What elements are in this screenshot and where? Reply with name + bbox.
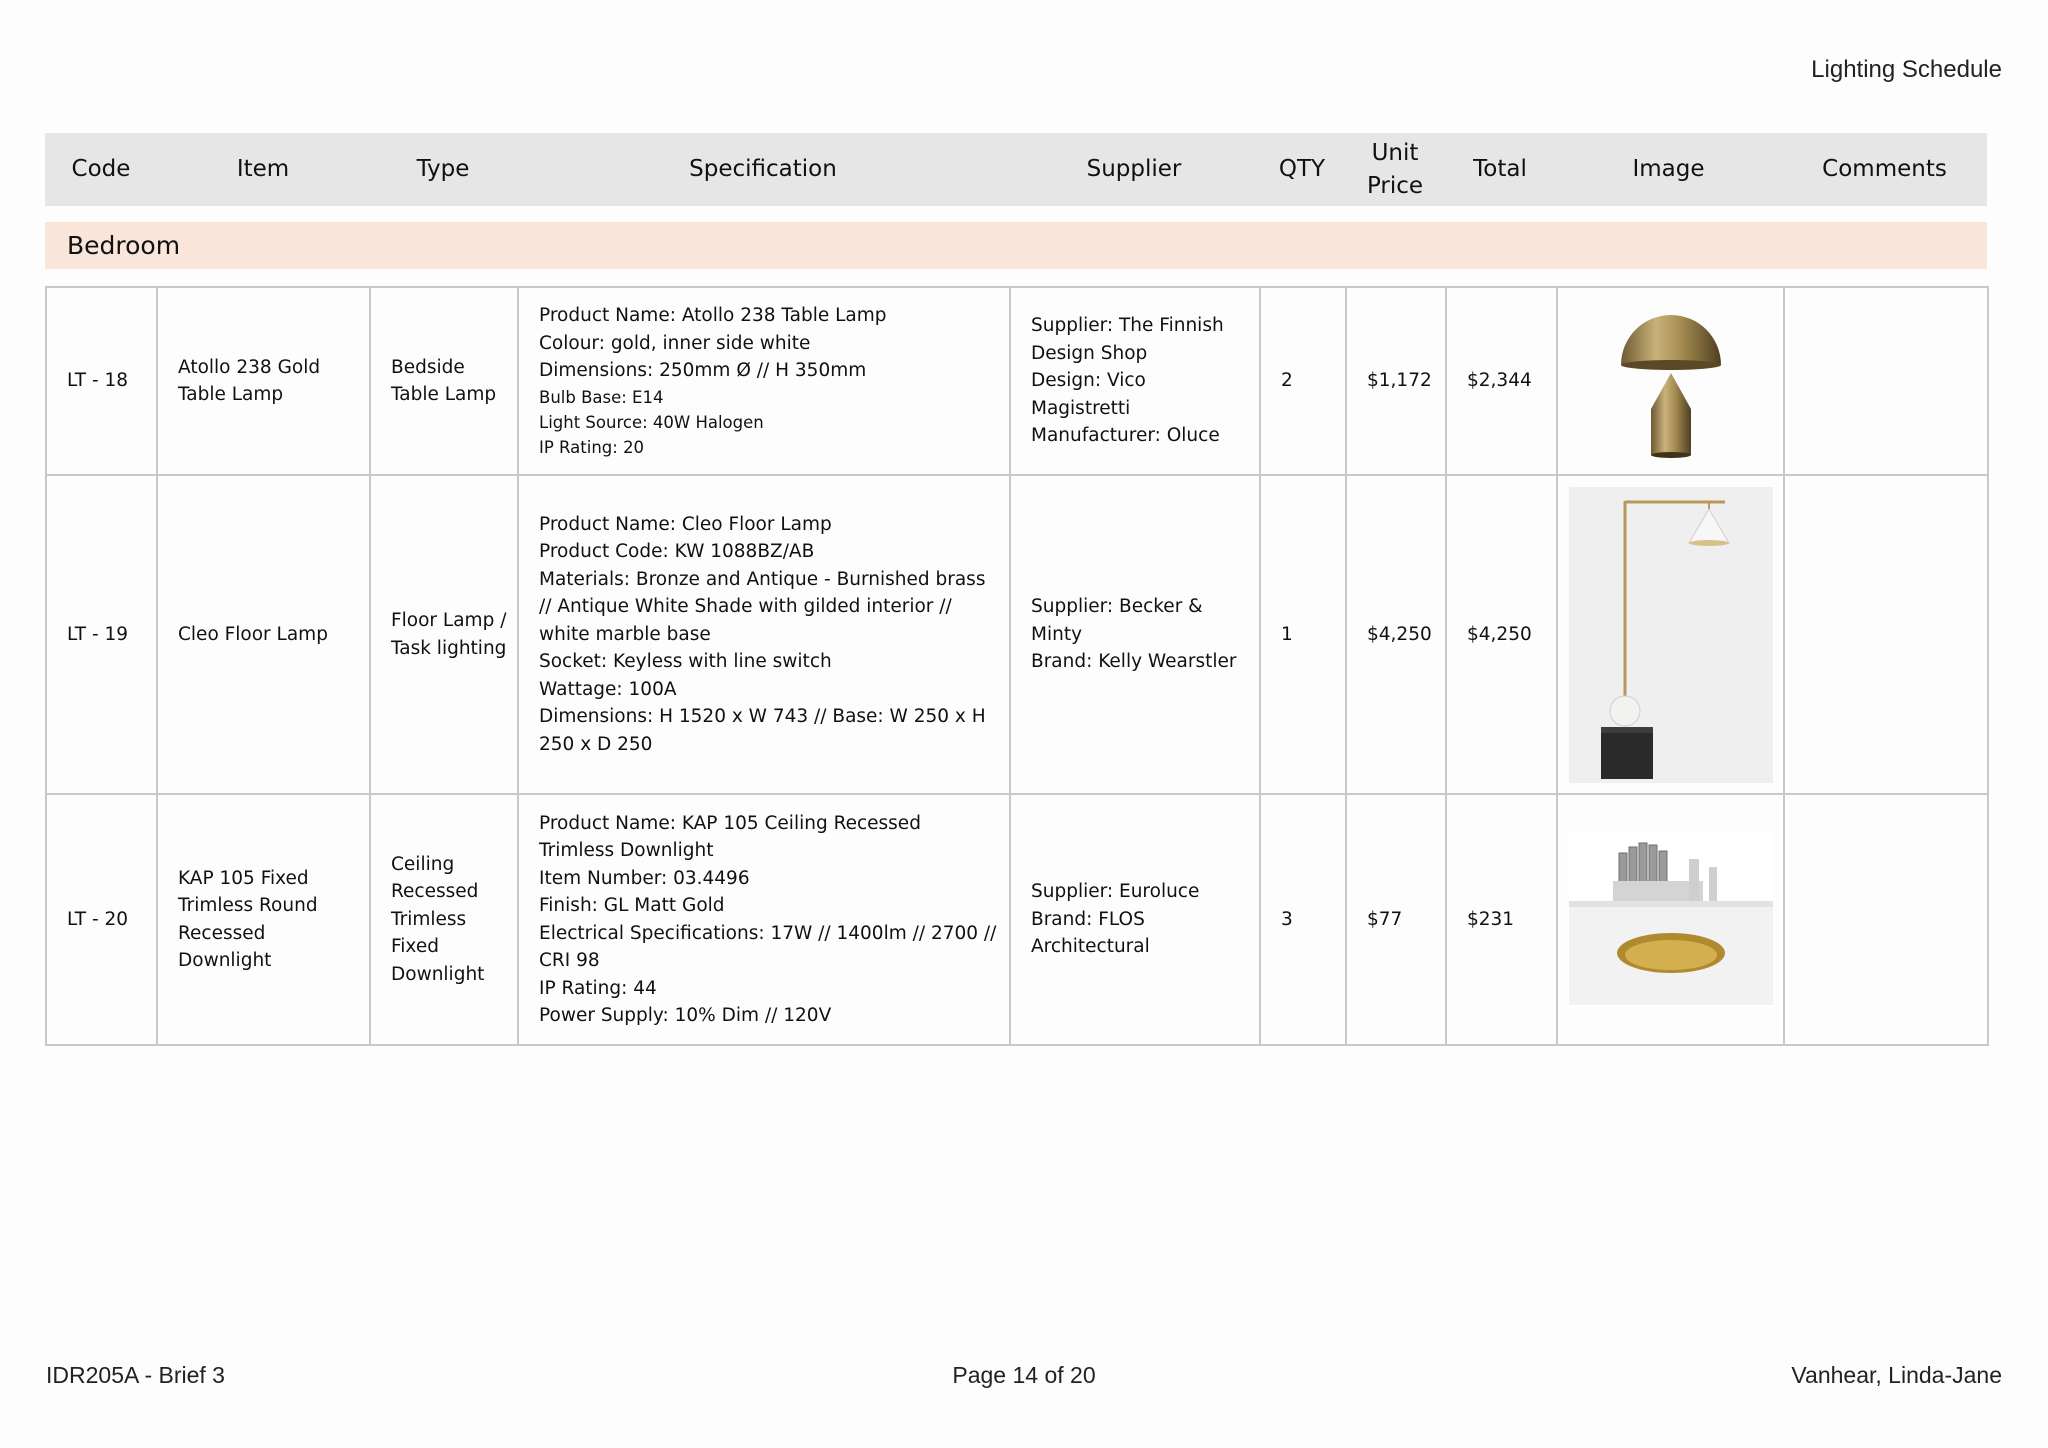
table-row bbox=[46, 475, 1988, 794]
cell-qty: 1 bbox=[1260, 475, 1346, 794]
cell-supplier bbox=[1010, 794, 1260, 1045]
cell-item: KAP 105 Fixed Trimless Round Recessed Downlight bbox=[157, 794, 370, 1045]
cell-total: $4,250 bbox=[1446, 475, 1557, 794]
recessed-downlight-icon bbox=[1569, 831, 1773, 1009]
supplier-line: Manufacturer: Oluce bbox=[1031, 425, 1220, 447]
spec-line: IP Rating: 20 bbox=[539, 437, 645, 457]
spec-line: Light Source: 40W Halogen bbox=[539, 412, 764, 432]
cell-comments bbox=[1784, 475, 1988, 794]
cell-unit-price: $1,172 bbox=[1346, 287, 1446, 475]
supplier-line: Brand: FLOS Architectural bbox=[1031, 908, 1150, 958]
header-unit-price-line1: Unit bbox=[1371, 139, 1419, 166]
cell-total: $231 bbox=[1446, 794, 1557, 1045]
spec-line: Product Code: KW 1088BZ/AB bbox=[539, 541, 815, 563]
cell-item: Cleo Floor Lamp bbox=[157, 475, 370, 794]
spec-line: Product Name: KAP 105 Ceiling Recessed Trimless Downlight bbox=[539, 812, 921, 861]
cell-comments bbox=[1784, 794, 1988, 1045]
cell-unit-price: $4,250 bbox=[1346, 475, 1446, 794]
cell-type: Bedside Table Lamp bbox=[370, 287, 518, 475]
cell-type: Ceiling Recessed Trimless Fixed Downlight bbox=[370, 794, 518, 1045]
cell-unit-price: $77 bbox=[1346, 794, 1446, 1045]
spec-line: Electrical Specifications: 17W // 1400lm // 2700 // CRI 98 bbox=[539, 922, 997, 971]
spec-line: Finish: GL Matt Gold bbox=[539, 895, 725, 916]
cell-code: LT - 19 bbox=[46, 475, 157, 794]
cell-specification bbox=[518, 794, 1010, 1045]
cell-image bbox=[1557, 794, 1784, 1045]
footer-page-number: Page 14 of 20 bbox=[952, 1362, 1096, 1388]
header-unit-price-line2: Price bbox=[1366, 172, 1424, 199]
footer-course: IDR205A - Brief 3 bbox=[46, 1362, 225, 1388]
supplier-line: Supplier: Becker & Minty bbox=[1031, 596, 1203, 645]
table-row bbox=[46, 287, 1988, 475]
spec-line: Materials: Bronze and Antique - Burnished brass // Antique White Shade with gilded interior // white marble base bbox=[539, 568, 986, 645]
spec-line: Wattage: 100A bbox=[539, 678, 677, 700]
header-type: Type bbox=[416, 156, 470, 182]
section-bar bbox=[45, 222, 1987, 269]
table-lamp-icon bbox=[1611, 303, 1731, 459]
header-supplier: Supplier bbox=[1086, 156, 1182, 182]
spec-line: Dimensions: 250mm Ø // H 350mm bbox=[539, 360, 867, 382]
spec-line: Power Supply: 10% Dim // 120V bbox=[539, 1005, 832, 1026]
header-unit-price bbox=[1345, 133, 1445, 206]
spec-line: Product Name: Cleo Floor Lamp bbox=[539, 513, 832, 535]
spec-line: IP Rating: 44 bbox=[539, 977, 657, 999]
spec-line: Socket: Keyless with line switch bbox=[539, 651, 832, 673]
schedule-table bbox=[45, 286, 1989, 1046]
section-label: Bedroom bbox=[67, 231, 181, 260]
cell-image bbox=[1557, 287, 1784, 475]
spec-line: Item Number: 03.4496 bbox=[539, 867, 750, 889]
supplier-line: Brand: Kelly Wearstler bbox=[1031, 651, 1237, 673]
header-code: Code bbox=[71, 156, 131, 182]
spec-line: Dimensions: H 1520 x W 743 // Base: W 250 x H 250 x D 250 bbox=[539, 706, 986, 755]
header-specification: Specification bbox=[689, 156, 837, 182]
cell-supplier bbox=[1010, 287, 1260, 475]
cell-qty: 2 bbox=[1260, 287, 1346, 475]
cell-total: $2,344 bbox=[1446, 287, 1557, 475]
header-item: Item bbox=[236, 156, 290, 182]
document-title: Lighting Schedule bbox=[1811, 56, 2002, 83]
footer-author: Vanhear, Linda-Jane bbox=[1791, 1362, 2002, 1388]
supplier-line: Design: Vico Magistretti bbox=[1031, 370, 1146, 419]
cell-code: LT - 18 bbox=[46, 287, 157, 475]
cell-code: LT - 20 bbox=[46, 794, 157, 1045]
table-header bbox=[45, 133, 1987, 206]
floor-lamp-icon bbox=[1569, 487, 1773, 783]
spec-line: Colour: gold, inner side white bbox=[539, 332, 811, 354]
cell-specification bbox=[518, 287, 1010, 475]
cell-type: Floor Lamp / Task lighting bbox=[370, 475, 518, 794]
supplier-line: Supplier: Euroluce bbox=[1031, 881, 1200, 903]
cell-comments bbox=[1784, 287, 1988, 475]
header-image: Image bbox=[1632, 156, 1705, 182]
cell-specification bbox=[518, 475, 1010, 794]
supplier-line: Supplier: The Finnish Design Shop bbox=[1031, 315, 1224, 364]
cell-qty: 3 bbox=[1260, 794, 1346, 1045]
spec-line: Bulb Base: E14 bbox=[539, 387, 664, 407]
table-row bbox=[46, 794, 1988, 1045]
cell-supplier bbox=[1010, 475, 1260, 794]
cell-image bbox=[1557, 475, 1784, 794]
header-qty: QTY bbox=[1278, 156, 1326, 182]
spec-line: Product Name: Atollo 238 Table Lamp bbox=[539, 305, 887, 327]
cell-item: Atollo 238 Gold Table Lamp bbox=[157, 287, 370, 475]
header-comments: Comments bbox=[1822, 156, 1947, 182]
header-total: Total bbox=[1473, 156, 1527, 182]
